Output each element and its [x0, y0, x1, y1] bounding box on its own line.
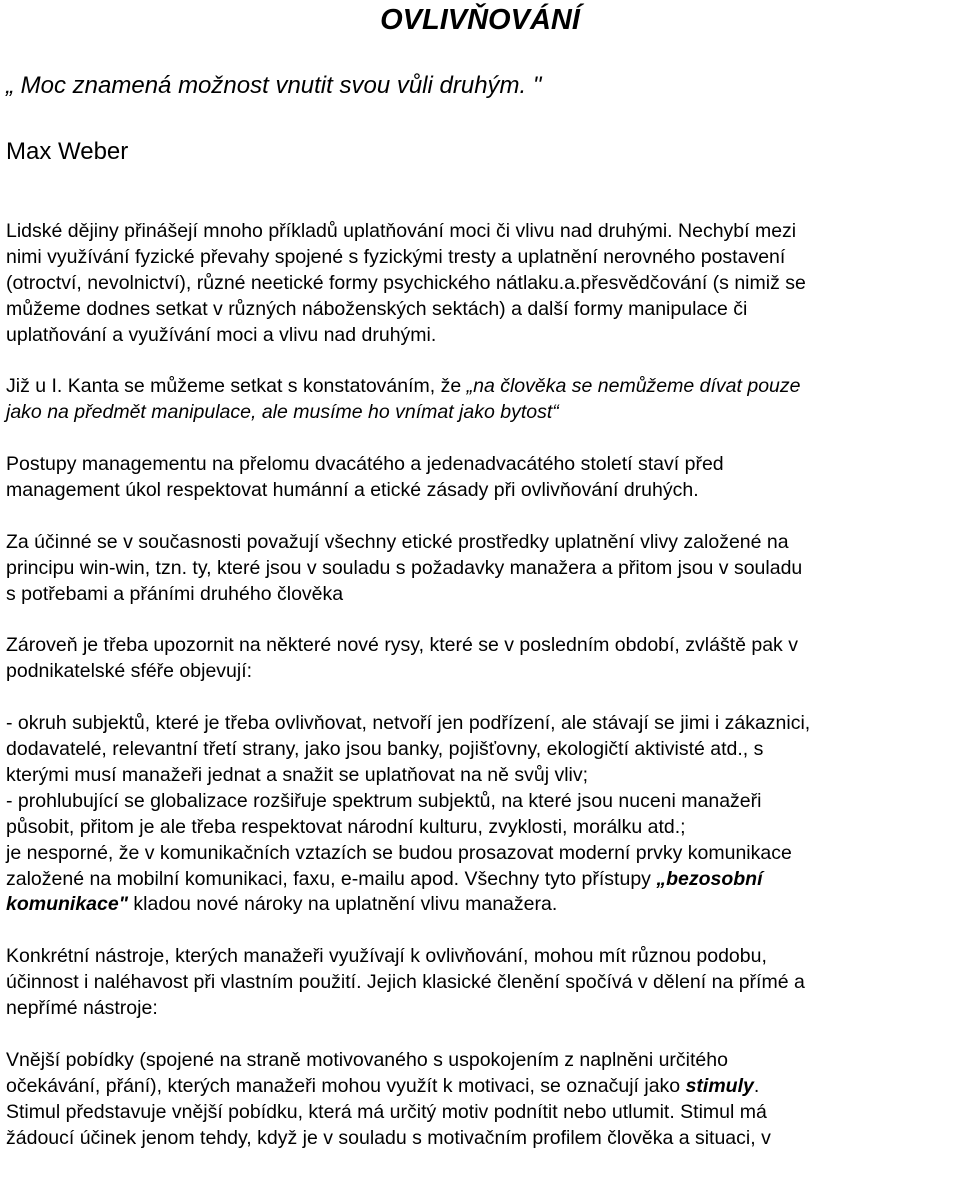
text-line: Za účinné se v současnosti považují všechny etické prostředky uplatnění vlivy založené na — [6, 530, 789, 553]
emphasis-term: komunikace" — [6, 893, 128, 916]
text-line — [6, 892, 956, 918]
text-line: dodavatelé, relevantní třetí strany, jako jsou banky, pojišťovny, ekologičtí aktivisté atd., s — [6, 738, 764, 761]
paragraph-gap — [6, 685, 956, 711]
text-line: Stimul představuje vnější pobídku, která má určitý motiv podnítit nebo utlumit. Stimul má — [6, 1100, 767, 1123]
text-line: principu win-win, tzn. ty, které jsou v souladu s požadavky manažera a přitom jsou v souladu — [6, 556, 803, 579]
text-line: můžeme dodnes setkat v různých náboženských sektách) a další formy manipulace či — [6, 297, 748, 320]
kant-quote-start: „na člověka se nemůžeme dívat pouze — [466, 375, 801, 398]
emphasis-term: „bezosobní — [656, 867, 763, 890]
text-span: založené na mobilní komunikaci, faxu, e-mailu apod. Všechny tyto přístupy — [6, 867, 657, 890]
emphasis-term: stimuly — [685, 1074, 754, 1097]
text-line: žádoucí účinek jenom tehdy, když je v souladu s motivačním profilem člověka a situaci, v — [6, 1126, 771, 1149]
text-line: - okruh subjektů, které je třeba ovlivňovat, netvoří jen podřízení, ale stávají se jimi i zákaznici, — [6, 712, 811, 735]
text-line: management úkol respektovat humánní a etické zásady při ovlivňování druhých. — [6, 479, 699, 502]
epigraph-author: Max Weber — [6, 138, 129, 165]
epigraph-quote: „ Moc znamená možnost vnutit svou vůli druhým. " — [6, 72, 542, 99]
text-line: kterými musí manažeři jednat a snažit se uplatňovat na ně svůj vliv; — [6, 763, 589, 786]
text-line: Vnější pobídky (spojené na straně motivovaného s uspokojením z naplněni určitého — [6, 1048, 728, 1071]
paragraph-gap — [6, 1022, 956, 1048]
text-line: (otroctví, nevolnictví), různé neetické formy psychického nátlaku.a.přesvědčování (s nimiž se — [6, 271, 806, 294]
text-line: podnikatelské sféře objevují: — [6, 660, 253, 683]
paragraph-gap — [6, 504, 956, 530]
text-line: nimi využívání fyzické převahy spojené s fyzickými tresty a uplatnění nerovného postavení — [6, 245, 786, 268]
text-line: Lidské dějiny přinášejí mnoho příkladů uplatňování moci či vlivu nad druhými. Nechybí mezi — [6, 220, 797, 242]
text-span: . — [753, 1074, 760, 1097]
kant-intro: Již u I. Kanta se můžeme setkat s konstatováním, že — [6, 375, 467, 398]
text-line — [6, 374, 956, 400]
text-line — [6, 867, 956, 893]
text-line — [6, 1074, 956, 1100]
page-title: OVLIVŇOVÁNÍ — [380, 4, 580, 36]
text-line: - prohlubující se globalizace rozšiřuje spektrum subjektů, na které jsou nuceni manažeři — [6, 789, 762, 812]
text-line: účinnost i naléhavost při vlastním použití. Jejich klasické členění spočívá v dělení na přímé a — [6, 971, 805, 994]
paragraph-gap — [6, 426, 956, 452]
text-line: Konkrétní nástroje, kterých manažeři využívají k ovlivňování, mohou mít různou podobu, — [6, 945, 767, 968]
text-line: působit, přitom je ale třeba respektovat národní kulturu, zvyklosti, morálku atd.; — [6, 815, 686, 838]
paragraph-gap — [6, 349, 956, 375]
paragraph-gap — [6, 608, 956, 634]
paragraph-gap — [6, 918, 956, 944]
document-body — [6, 219, 956, 1152]
kant-quote-end: jako na předmět manipulace, ale musíme ho vnímat jako bytost“ — [6, 401, 559, 424]
text-line: je nesporné, že v komunikačních vztazích se budou prosazovat moderní prvky komunikace — [6, 841, 792, 864]
text-line: nepřímé nástroje: — [6, 997, 158, 1020]
text-span: očekávání, přání), kterých manažeři mohou využít k motivaci, se označují jako — [6, 1074, 686, 1097]
text-line: uplatňování a využívání moci a vlivu nad druhými. — [6, 323, 437, 346]
text-line: Postupy managementu na přelomu dvacátého a jedenadvacátého století staví před — [6, 453, 724, 476]
text-span: kladou nové nároky na uplatnění vlivu manažera. — [127, 893, 558, 916]
text-line: s potřebami a přáními druhého člověka — [6, 582, 344, 605]
text-line: Zároveň je třeba upozornit na některé nové rysy, které se v posledním období, zvláště pak v — [6, 634, 798, 657]
